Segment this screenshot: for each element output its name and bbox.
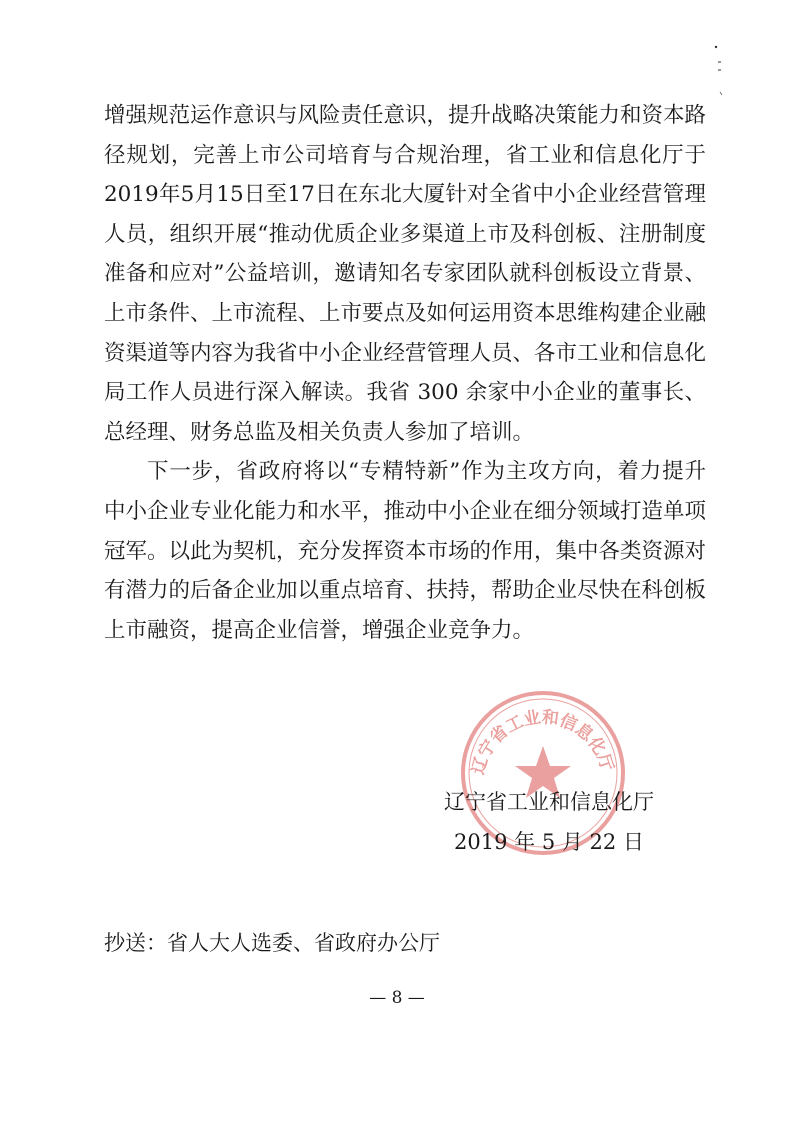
paragraph-continuation: 增强规范运作意识与风险责任意识，提升战略决策能力和资本路径规划，完善上市公司培育与合规治理，省工业和信息化厅于2019年5月15日至17日在东北大厦针对全省中小企业经营管理人员，组织开展“推动优质企业多渠道上市及科创板、注册制度准备和应对”公益培训，邀请知名专家团队就科创板设立背景、上市条件、上市流程、上市要点及如何运用资本思维构建企业融资渠道等内容为我省中小企业经营管理人员、各市工业和信息化局工作人员进行深入解读。我省 300 余家中小企业的董事长、总经理、财务总监及相关负责人参加了培训。 [104,103,707,445]
document-body [104,96,706,650]
signature-date: 2019 年 5 月 22 日 [454,830,644,854]
signature-block [404,782,694,862]
svg-text:辽宁省工业和信息化厅: 辽宁省工业和信息化厅 [468,707,617,777]
scan-corner-marks [712,42,726,102]
signature-organization: 辽宁省工业和信息化厅 [444,790,654,814]
paragraph-next-steps: 下一步，省政府将以“专精特新”作为主攻方向，着力提升中小企业专业化能力和水平，推动中小企业在细分领域打造单项冠军。以此为契机，充分发挥资本市场的作用，集中各类资源对有潜力的后备企业加以重点培育、扶持，帮助企业尽快在科创板上市融资，提高企业信誉，增强企业竞争力。 [104,459,707,643]
cc-line: 抄送：省人大人选委、省政府办公厅 [104,931,440,955]
page-number: — 8 — [369,988,425,1008]
